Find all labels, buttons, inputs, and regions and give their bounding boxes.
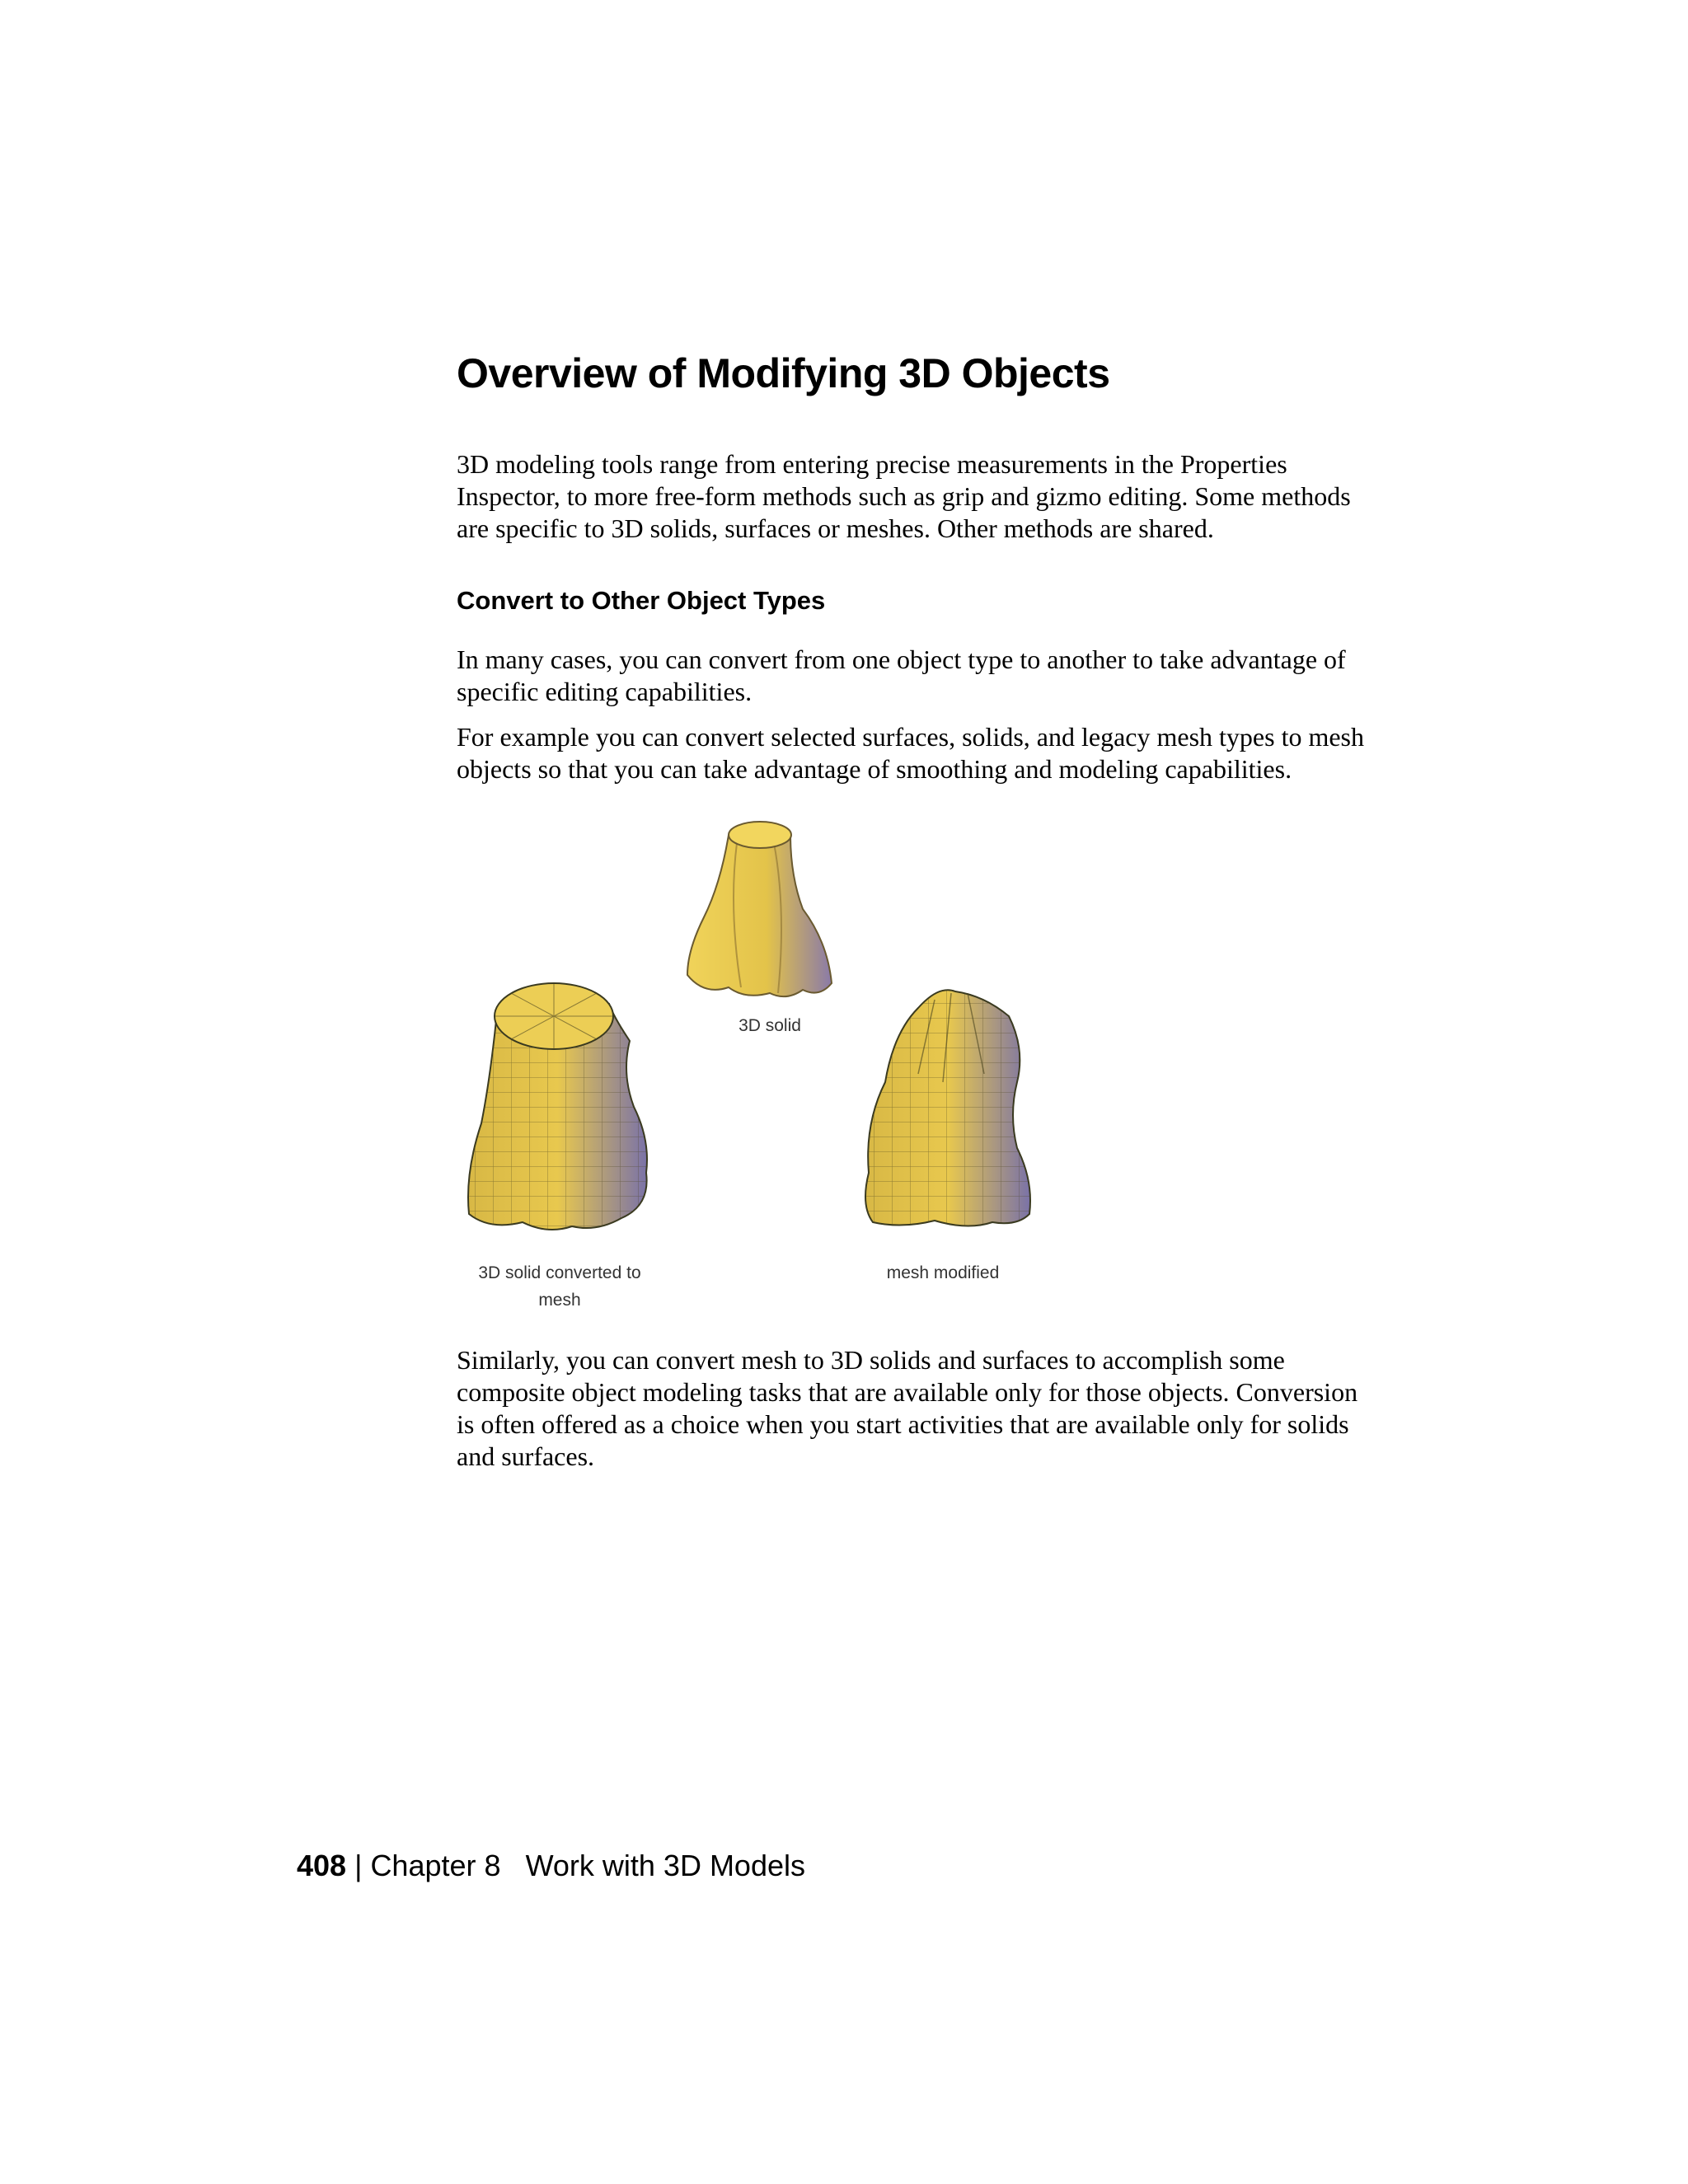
caption-mesh-modified: mesh modified	[886, 1263, 1000, 1282]
figure-illustration	[457, 810, 1083, 1321]
converted-mesh-shape	[468, 983, 647, 1230]
page-title: Overview of Modifying 3D Objects	[457, 350, 1110, 396]
caption-3d-solid: 3D solid	[738, 1016, 801, 1035]
page-footer	[297, 1846, 805, 1886]
similarly-paragraph: Similarly, you can convert mesh to 3D solids and surfaces to accomplish some composite object modeling tasks that are available only for those objects. Conversion is often offered as a choice when you start activities that are available only for solids and surfaces.	[457, 1345, 1358, 1471]
page-number: 408	[297, 1849, 347, 1882]
intro-paragraph: 3D modeling tools range from entering precise measurements in the Properties Inspector, to more free-form methods such as grip and gizmo editing. Some methods are specific to 3D solids, surfaces or meshes. Other methods are shared.	[457, 449, 1351, 543]
footer-chapter-title: Work with 3D Models	[525, 1849, 805, 1882]
example-paragraph: For example you can convert selected surfaces, solids, and legacy mesh types to mesh objects so that you can take advantage of smoothing and modeling capabilities.	[457, 722, 1364, 784]
page-content	[457, 346, 1372, 1473]
convert-paragraph: In many cases, you can convert from one object type to another to take advantage of specific editing capabilities.	[457, 644, 1346, 706]
figure-3d-objects	[457, 810, 1083, 1321]
solid-shape	[687, 822, 832, 996]
footer-chapter: Chapter 8	[370, 1849, 501, 1882]
modified-mesh-shape	[865, 990, 1030, 1226]
caption-converted-to-mesh: 3D solid converted to mesh	[478, 1263, 641, 1310]
section-heading: Convert to Other Object Types	[457, 586, 826, 615]
footer-separator: |	[346, 1849, 371, 1882]
